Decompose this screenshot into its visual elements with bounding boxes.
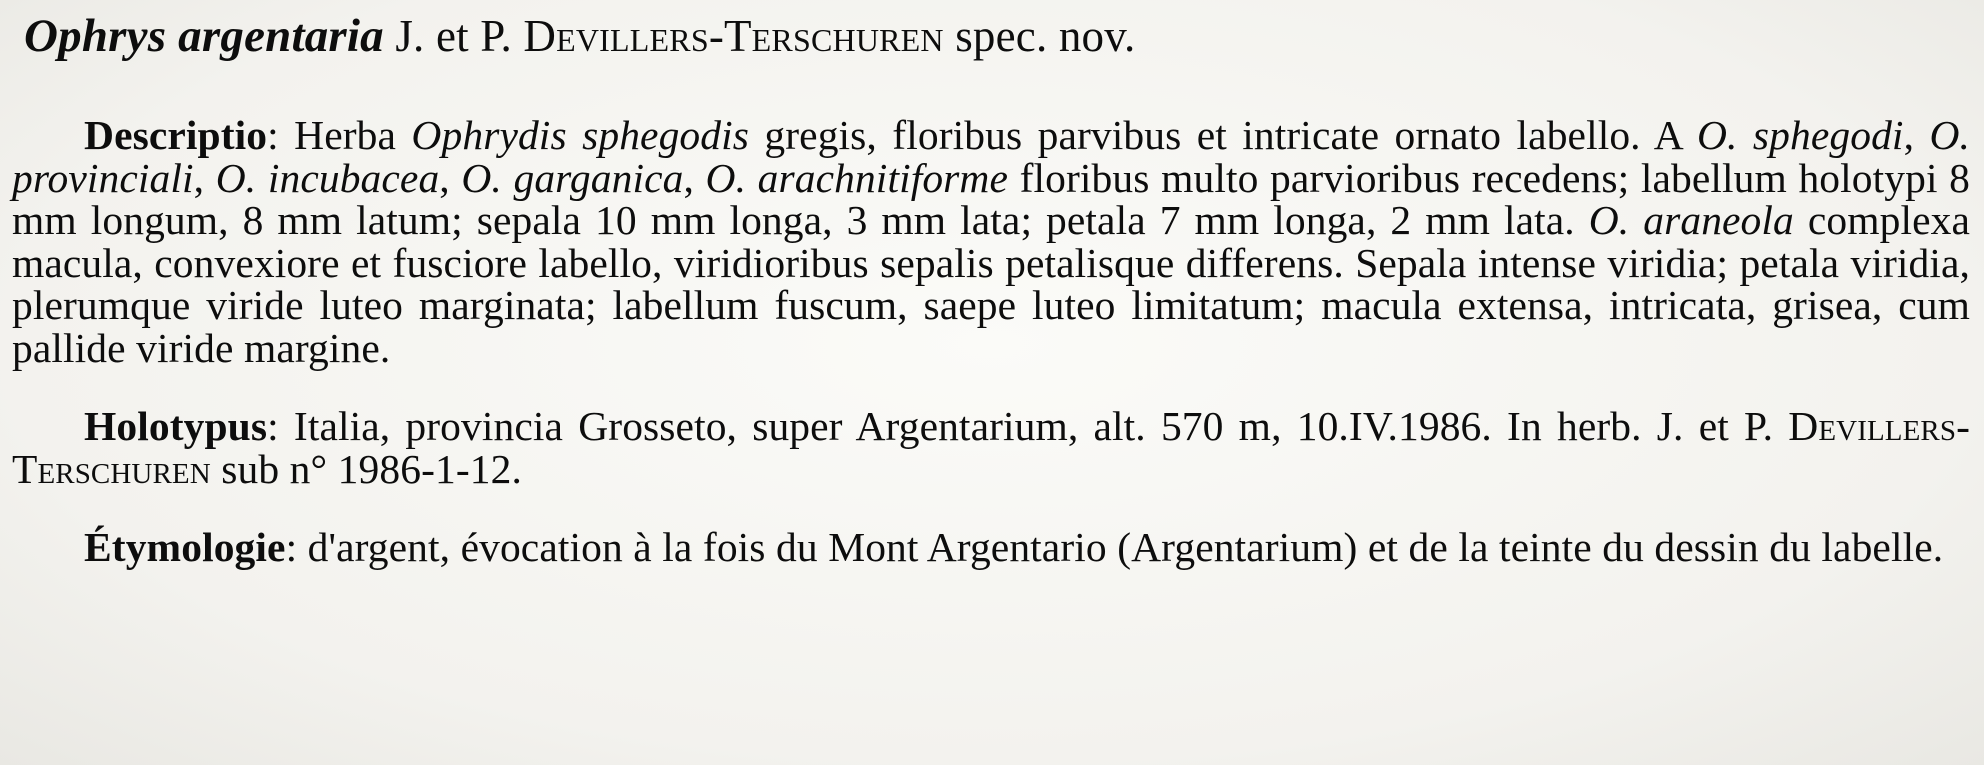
holotypus-text: : Italia, provincia Grosseto, super Argentarium, alt. 570 m, 10.IV.1986. In herb. J. et P. [267, 403, 1789, 449]
authors-name: Devillers-Terschuren [523, 11, 944, 61]
description-text: , [439, 154, 462, 201]
taxon-name: O. arachnitiforme [705, 154, 1009, 201]
description-label: Descriptio [84, 112, 268, 158]
taxon-name: O. incubacea [215, 154, 440, 201]
description-paragraph [12, 114, 1970, 369]
description-text: , [193, 154, 216, 201]
etymologie-label: Étymologie [84, 524, 286, 570]
taxon-name: O. araneola [1588, 197, 1794, 243]
holotypus-paragraph [12, 405, 1970, 490]
taxon-name: Ophrydis sphegodis [411, 112, 749, 158]
taxon-name: O. sphegodi [1696, 112, 1904, 158]
holotypus-label: Holotypus [84, 403, 268, 449]
authors-prefix: J. et P. [395, 11, 512, 61]
etymologie-paragraph [12, 526, 1970, 569]
taxon-name: O. garganica [461, 154, 684, 201]
authors-name: Devillers-Terschuren [12, 403, 1970, 492]
holotypus-text: sub n° 1986-1-12. [210, 445, 522, 492]
taxon-name: O. provinciali [12, 112, 1971, 201]
description-text: , [1903, 112, 1930, 158]
description-text: floribus multo parvioribus recedens; labellum holotypi 8 mm longum, 8 mm latum; sepala 10 mm longa, 3 mm lata; petala 7 mm longa, 2 mm lata. [12, 154, 1971, 243]
description-text: : Herba [267, 112, 412, 158]
species-name: Ophrys argentaria [24, 10, 384, 62]
page-title [24, 8, 1970, 64]
title-suffix: spec. nov. [955, 11, 1136, 61]
description-text: complexa macula, convexiore et fusciore labello, viridioribus sepalis petalisque differens. Sepala intense viridia; petala viridia, plerumque viride luteo marginata; labellum fuscum, saepe luteo limitatum; macula extensa, intricata, grisea, cum pallide viride margine. [12, 197, 1970, 371]
description-text: gregis, floribus parvibus et intricate ornato labello. A [749, 112, 1697, 158]
etymologie-text: : d'argent, évocation à la fois du Mont Argentario (Argentarium) et de la teinte du dessin du labelle. [285, 524, 1944, 570]
description-text: , [683, 154, 706, 201]
